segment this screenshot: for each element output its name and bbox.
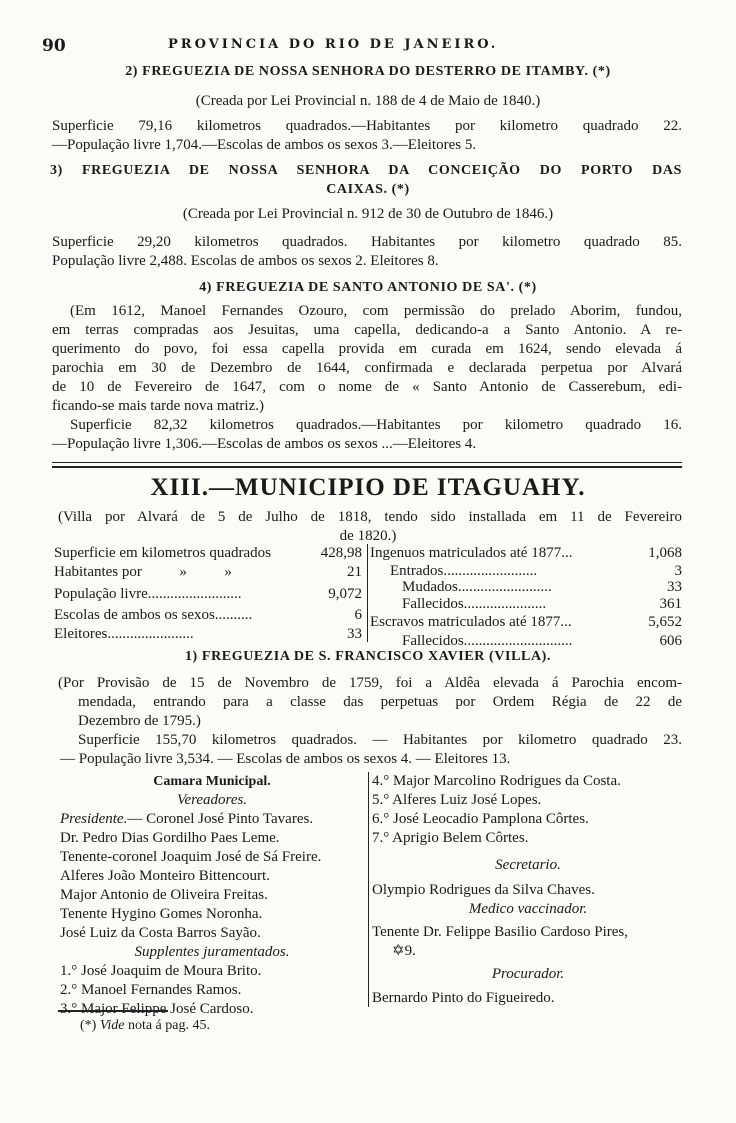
- stat-row: [54, 563, 362, 582]
- secretario-heading: Secretario.: [495, 857, 561, 873]
- stat-label: Entrados.........................: [390, 563, 538, 579]
- running-title: PROVINCIA DO RIO DE JANEIRO.: [168, 37, 499, 52]
- sa-line-6: Superficie 82,32 kilometros quadrados.—Habitantes por kilometro quadrado 16.: [70, 417, 682, 433]
- caixas-heading-line1: 3) FREGUEZIA DE NOSSA SENHORA DA CONCEIÇÃO DO PORTO DAS: [50, 163, 682, 178]
- stat-row: [54, 582, 362, 606]
- medico-decoration: ✡9.: [392, 943, 416, 959]
- page-number: 90: [42, 36, 66, 56]
- sf-line-1: mendada, entrando para a classe das perpetuas por Ordem Régia de 22 de: [78, 694, 682, 710]
- footnote-text: nota á pag. 45.: [127, 1018, 210, 1033]
- sao-francisco-heading: 1) FREGUEZIA DE S. FRANCISCO XAVIER (VILLA).: [184, 649, 552, 664]
- stat-label: Escravos matriculados até 1877...: [370, 614, 572, 630]
- stat-row: [370, 544, 682, 563]
- sf-line-3: Superficie 155,70 kilometros quadrados. — Habitantes por kilometro quadrado 23.: [78, 732, 682, 748]
- camara-heading: Camara Municipal.: [153, 774, 271, 789]
- caixas-heading-line2: CAIXAS. (*): [326, 182, 410, 197]
- itamby-line1: Superficie 79,16 kilometros quadrados.—Habitantes por kilometro quadrado 22.: [52, 118, 682, 134]
- stat-label: Habitantes por » »: [54, 564, 232, 580]
- itamby-created: (Creada por Lei Provincial n. 188 de 4 de Maio de 1840.): [195, 93, 541, 109]
- supplentes-heading: Supplentes juramentados.: [134, 944, 290, 960]
- supplente-line: 2.° Manoel Fernandes Ramos.: [60, 982, 242, 998]
- stat-row: [370, 579, 682, 596]
- camara-left: [60, 772, 364, 1019]
- sa-line-4: de 10 de Fevereiro de 1647, com o nome de « Santo Antonio de Casserebum, edi-: [52, 379, 682, 395]
- stat-value: 9,072: [328, 586, 362, 602]
- stat-label: População livre.........................: [54, 586, 242, 602]
- procurador-name: Bernardo Pinto do Figueiredo.: [372, 990, 555, 1006]
- footnote-vide: Vide: [99, 1018, 125, 1033]
- stat-value: 1,068: [648, 545, 682, 561]
- supplente-line: 6.° José Leocadio Pamplona Côrtes.: [372, 811, 589, 827]
- sa-line-1: em terras compradas aos Jesuitas, uma capella, dedicando-a a Santo Antonio. A re-: [52, 322, 682, 338]
- stat-value: 6: [354, 607, 362, 623]
- secretario-name: Olympio Rodrigues da Silva Chaves.: [372, 882, 595, 898]
- stat-value: 33: [347, 626, 362, 642]
- municipio-intro-1: (Villa por Alvará de 5 de Julho de 1818, tendo sido installada em 11 de Fevereiro: [58, 509, 682, 525]
- stat-label: Eleitores.......................: [54, 626, 194, 642]
- stat-value: 33: [667, 579, 682, 595]
- sa-line-5: ficando-se mais tarde nova matriz.): [52, 398, 264, 414]
- santo-antonio-heading: 4) FREGUEZIA DE SANTO ANTONIO DE SA'. (*): [199, 280, 537, 295]
- vereadores-heading: Vereadores.: [176, 792, 248, 808]
- stat-label: Fallecidos.............................: [402, 633, 573, 649]
- stat-label: Fallecidos......................: [402, 596, 547, 612]
- stat-row: [54, 544, 362, 563]
- medico-name: Tenente Dr. Felippe Basilio Cardoso Pires,: [372, 924, 628, 940]
- caixas-line1: Superficie 29,20 kilometros quadrados. Habitantes por kilometro quadrado 85.: [52, 234, 682, 250]
- supplente-line: 5.° Alferes Luiz José Lopes.: [372, 792, 542, 808]
- camara-divider: [368, 772, 369, 1007]
- itamby-heading: 2) FREGUEZIA DE NOSSA SENHORA DO DESTERRO DE ITAMBY. (*): [125, 64, 611, 79]
- stat-row: [54, 625, 362, 644]
- sf-line-2: Dezembro de 1795.): [78, 713, 201, 729]
- municipio-intro-2: de 1820.): [339, 528, 397, 544]
- procurador-heading: Procurador.: [491, 966, 565, 982]
- member-line: Dr. Pedro Dias Gordilho Paes Leme.: [60, 830, 280, 846]
- footnote-rule: [58, 1010, 168, 1012]
- camara-right: [372, 772, 684, 1008]
- caixas-line2: População livre 2,488. Escolas de ambos os sexos 2. Eleitores 8.: [52, 253, 439, 269]
- presidente-name: — Coronel José Pinto Tavares.: [127, 811, 314, 827]
- stat-value: 5,652: [648, 614, 682, 630]
- stat-label: Superficie em kilometros quadrados: [54, 545, 272, 561]
- member-line: Tenente Hygino Gomes Noronha.: [60, 906, 263, 922]
- sa-line-0: (Em 1612, Manoel Fernandes Ozouro, com permissão do prelado Aborim, fundou,: [70, 303, 682, 319]
- stat-label: Escolas de ambos os sexos..........: [54, 607, 253, 623]
- supplente-line: 4.° Major Marcolino Rodrigues da Costa.: [372, 773, 621, 789]
- member-line: Major Antonio de Oliveira Freitas.: [60, 887, 268, 903]
- footnote-mark: (*): [80, 1018, 97, 1033]
- stat-value: 606: [659, 633, 682, 649]
- member-line: Alferes João Monteiro Bittencourt.: [60, 868, 270, 884]
- municipio-title: XIII.—MUNICIPIO DE ITAGUAHY.: [150, 474, 586, 501]
- stat-label: Ingenuos matriculados até 1877...: [370, 545, 573, 561]
- stat-value: 361: [659, 596, 682, 612]
- sa-line-3: parochia em 30 de Dezembro de 1644, confirmada e declarada perpetua por Alvará: [52, 360, 682, 376]
- itamby-line2: —População livre 1,704.—Escolas de ambos os sexos 3.—Eleitores 5.: [52, 137, 477, 153]
- stat-label: Mudados.........................: [402, 579, 552, 595]
- sf-line-4: — População livre 3,534. — Escolas de ambos os sexos 4. — Eleitores 13.: [60, 751, 511, 767]
- medico-heading: Medico vaccinador.: [468, 901, 588, 917]
- divider-rule: [52, 462, 682, 463]
- footnote: [80, 1018, 210, 1034]
- stat-row: [370, 613, 682, 632]
- stats-right: [370, 544, 682, 651]
- presidente-label: Presidente.: [60, 811, 128, 827]
- supplente-line: 1.° José Joaquim de Moura Brito.: [60, 963, 262, 979]
- member-line: Tenente-coronel Joaquim José de Sá Freire.: [60, 849, 322, 865]
- stats-divider: [367, 544, 368, 642]
- sa-line-2: querimento do povo, foi essa capella provida em curada em 1624, sendo elevada á: [52, 341, 682, 357]
- presidente-line: [60, 810, 364, 829]
- sf-line-0: (Por Provisão de 15 de Novembro de 1759, foi a Aldêa elevada á Parochia encom-: [58, 675, 682, 691]
- divider-rule: [52, 466, 682, 468]
- stat-row: [370, 563, 682, 579]
- member-line: José Luiz da Costa Barros Sayão.: [60, 925, 261, 941]
- stat-value: 21: [347, 564, 362, 580]
- stats-left: [54, 544, 362, 644]
- stat-row: [370, 596, 682, 613]
- stat-value: 428,98: [320, 545, 362, 561]
- caixas-created: (Creada por Lei Provincial n. 912 de 30 de Outubro de 1846.): [182, 206, 554, 222]
- supplente-line: 7.° Aprigio Belem Côrtes.: [372, 830, 529, 846]
- stat-row: [54, 606, 362, 625]
- supplente-line: 3.° Major Felippe José Cardoso.: [60, 1001, 254, 1017]
- stat-value: 3: [674, 563, 682, 579]
- sa-line-7: —População livre 1,306.—Escolas de ambos os sexos ...—Eleitores 4.: [52, 436, 477, 452]
